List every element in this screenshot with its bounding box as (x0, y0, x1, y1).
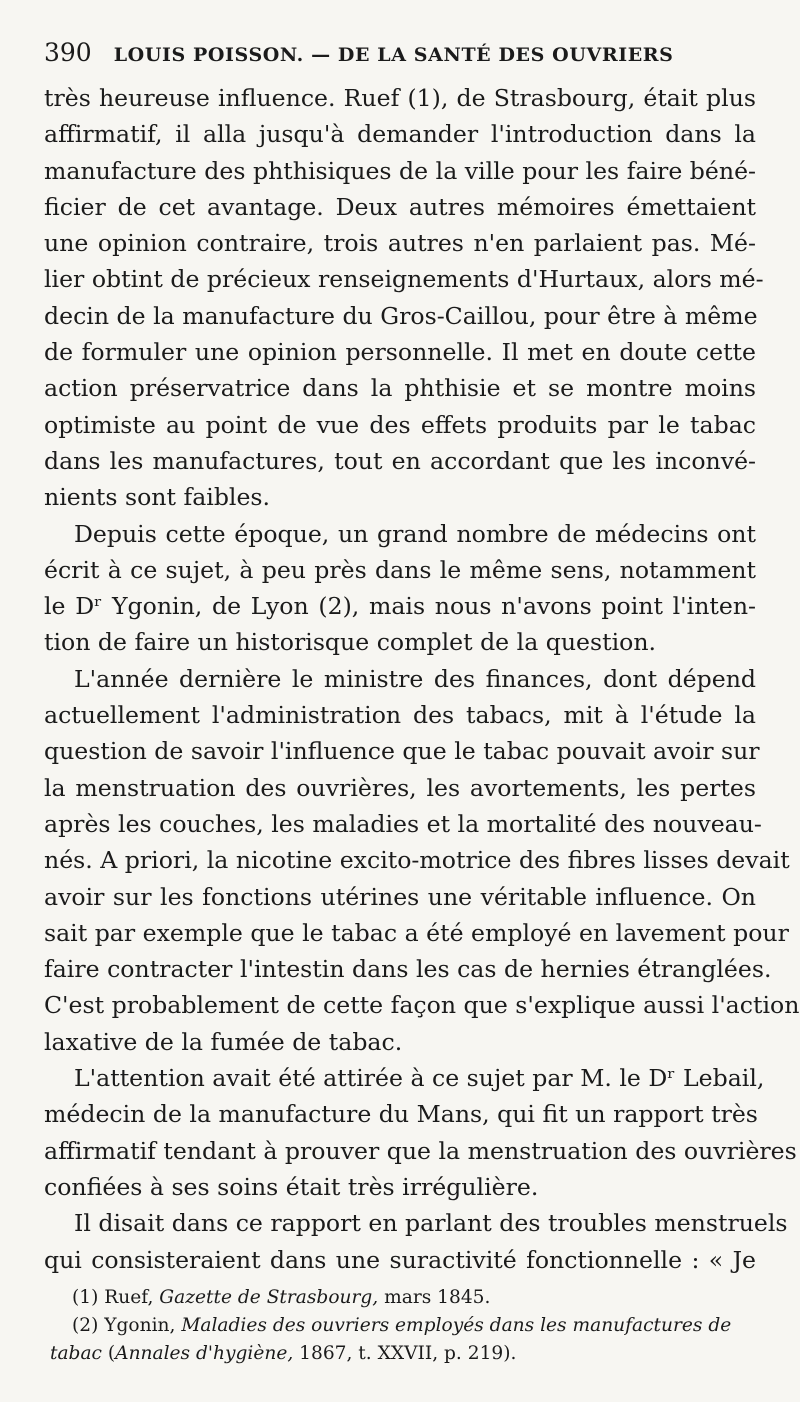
text-line: sait par exemple que le tabac a été employé en lavement pour (44, 918, 789, 947)
text-line: laxative de la fumée de tabac. (44, 1027, 403, 1056)
text-line: affirmatif tendant à prouver que la menstruation des ouvrières (44, 1136, 797, 1165)
text-line: nés. A priori, la nicotine excito-motrice des fibres lisses devait (44, 846, 790, 875)
page-header (44, 38, 744, 67)
footnote-2-journal: Annales d'hygiène, (115, 1343, 294, 1364)
text-line: optimiste au point de vue des effets produits par le tabac (44, 410, 756, 439)
footnote-2-paren: ( (101, 1343, 116, 1364)
footnote-2-continued (50, 1340, 760, 1368)
text-line: une opinion contraire, trois autres n'en parlaient pas. Mé- (44, 229, 756, 258)
footnote-1 (50, 1284, 760, 1312)
text-line: lier obtint de précieux renseignements d'Hurtaux, alors mé- (44, 265, 764, 294)
text-line: dans les manufactures, tout en accordant que les inconvé- (44, 446, 756, 475)
footnote-2 (50, 1312, 760, 1340)
footnote-1-number: (1) Ruef, (72, 1287, 154, 1308)
text-line: C'est probablement de cette façon que s'explique aussi l'action (44, 991, 800, 1020)
body-text (44, 80, 800, 1278)
text-line: la menstruation des ouvrières, les avortements, les pertes (44, 773, 756, 802)
footnotes (50, 1284, 760, 1368)
text-line: avoir sur les fonctions utérines une véritable influence. On (44, 882, 756, 911)
text-line: nients sont faibles. (44, 483, 271, 512)
text-line: faire contracter l'intestin dans les cas de hernies étranglées. (44, 955, 772, 984)
text-line: Il disait dans ce rapport en parlant des troubles menstruels (74, 1209, 788, 1238)
text-line: question de savoir l'influence que le tabac pouvait avoir sur (44, 737, 760, 766)
footnote-2-title-end: tabac (50, 1343, 102, 1364)
page-number: 390 (44, 38, 92, 67)
text-line: confiées à ses soins était très irrégulière. (44, 1172, 539, 1201)
text-line: L'année dernière le ministre des finances, dont dépend (74, 664, 756, 693)
footnote-1-date: mars 1845. (384, 1287, 491, 1308)
text-line: manufacture des phthisiques de la ville pour les faire béné- (44, 156, 756, 185)
text-line: très heureuse influence. Ruef (1), de Strasbourg, était plus (44, 84, 756, 112)
running-title: LOUIS POISSON. — DE LA SANTÉ DES OUVRIERS (113, 44, 674, 66)
footnote-2-number: (2) Ygonin, (72, 1315, 176, 1336)
text-line: qui consisteraient dans une suractivité fonctionnelle : « Je (44, 1245, 756, 1274)
text-line: actuellement l'administration des tabacs, mit à l'étude la (44, 701, 756, 730)
text-line: ficier de cet avantage. Deux autres mémoires émettaient (44, 192, 756, 221)
footnote-2-ref: 1867, t. XXVII, p. 219). (299, 1343, 517, 1364)
text-line: tion de faire un historisque complet de la question. (44, 628, 657, 657)
text-line: écrit à ce sujet, à peu près dans le même sens, notamment (44, 555, 756, 584)
text-line: Depuis cette époque, un grand nombre de médecins ont (74, 519, 756, 548)
text-line: L'attention avait été attirée à ce sujet par M. le Dʳ Lebail, (74, 1064, 765, 1093)
text-line: le Dʳ Ygonin, de Lyon (2), mais nous n'avons point l'inten- (44, 592, 756, 621)
text-line: de formuler une opinion personnelle. Il met en doute cette (44, 338, 756, 367)
footnote-2-title: Maladies des ouvriers employés dans les manufactures de (181, 1315, 732, 1336)
text-line: médecin de la manufacture du Mans, qui fit un rapport très (44, 1100, 758, 1129)
text-line: decin de la manufacture du Gros-Caillou, pour être à même (44, 301, 758, 330)
text-line: action préservatrice dans la phthisie et se montre moins (44, 374, 756, 403)
text-line: après les couches, les maladies et la mortalité des nouveau- (44, 809, 762, 838)
footnote-1-source: Gazette de Strasbourg, (159, 1287, 379, 1308)
text-line: affirmatif, il alla jusqu'à demander l'introduction dans la (44, 120, 756, 149)
